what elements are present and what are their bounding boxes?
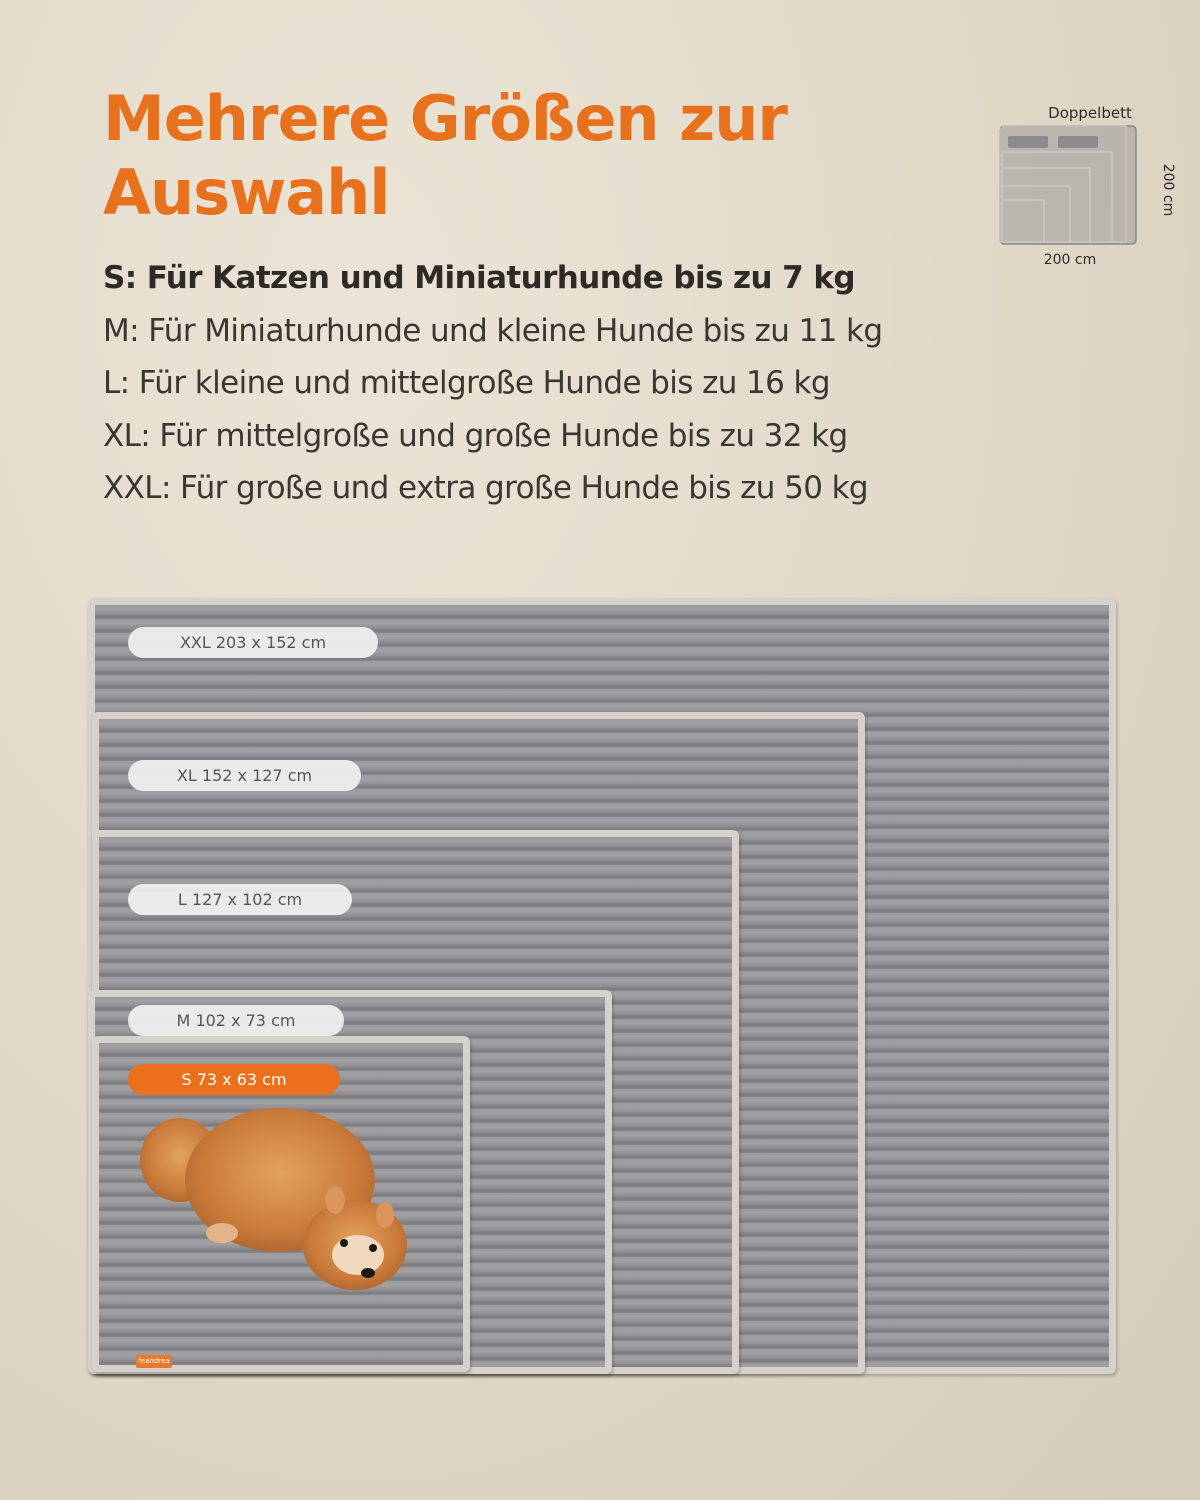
size-label-xl: XL 152 x 127 cm (128, 760, 361, 791)
bed-height-label: 200 cm (1160, 163, 1176, 217)
bed-width-label: 200 cm (1043, 252, 1097, 268)
size-desc-m: M: Für Miniaturhunde und kleine Hunde bis zu 11 kg (103, 312, 883, 349)
size-description-list (103, 252, 882, 515)
size-label-s: S 73 x 63 cm (128, 1064, 340, 1095)
size-desc-s: S: Für Katzen und Miniaturhunde bis zu 7 kg (103, 260, 855, 296)
bed-label: Doppelbett (1048, 104, 1132, 122)
size-desc-xl: XL: Für mittelgroße und große Hunde bis zu 32 kg (103, 417, 848, 454)
size-label-xxl: XXL 203 x 152 cm (128, 627, 378, 658)
size-label-l: L 127 x 102 cm (128, 884, 352, 915)
page-title: Mehrere Größen zur Auswahl (103, 82, 787, 229)
size-label-m: M 102 x 73 cm (128, 1005, 344, 1036)
size-desc-l: L: Für kleine und mittelgroße Hunde bis zu 16 kg (103, 365, 830, 401)
bed-size-diagram (990, 100, 1180, 280)
brand-tag: feandrea (136, 1355, 172, 1368)
size-desc-xxl: XXL: Für große und extra große Hunde bis zu 50 kg (103, 470, 869, 506)
pomeranian-dog-icon (130, 1105, 420, 1295)
